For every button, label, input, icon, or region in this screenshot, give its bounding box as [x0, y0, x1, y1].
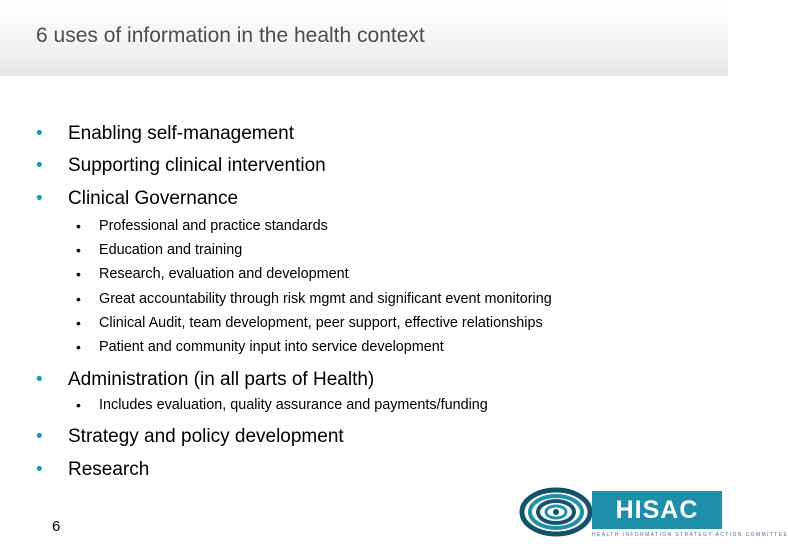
sub-bullet-text: Education and training	[99, 242, 243, 258]
sub-bullet-icon: •	[76, 242, 81, 258]
sub-bullet-icon: •	[76, 218, 81, 234]
bullet-text: Clinical Governance	[68, 188, 239, 209]
logo-tagline: HEALTH INFORMATION STRATEGY ACTION COMMITTEE	[592, 532, 788, 538]
sub-bullet-icon: •	[76, 266, 81, 282]
logo-wordmark-box	[592, 491, 722, 529]
bullet-text: Research	[68, 459, 150, 480]
title-divider	[0, 74, 728, 76]
bullet-text: Enabling self-management	[68, 123, 295, 144]
bullet-text: Administration (in all parts of Health)	[68, 369, 375, 390]
bullet-icon: •	[36, 426, 43, 447]
logo-wordmark: HISAC	[615, 496, 699, 524]
sub-bullet-text: Great accountability through risk mgmt and significant event monitoring	[99, 291, 552, 307]
bullet-icon: •	[36, 188, 43, 209]
hisac-logo	[518, 486, 788, 542]
bullet-icon: •	[36, 369, 43, 390]
slide-title: 6 uses of information in the health context	[36, 24, 425, 47]
sub-bullet-icon: •	[76, 397, 81, 413]
bullet-text: Supporting clinical intervention	[68, 155, 326, 176]
slide-number: 6	[52, 518, 61, 535]
sub-bullet-text: Patient and community input into service development	[99, 339, 444, 355]
sub-bullet-icon: •	[76, 339, 81, 355]
title-bar	[0, 0, 728, 76]
sub-bullet-text: Includes evaluation, quality assurance and payments/funding	[99, 397, 488, 413]
bullet-icon: •	[36, 155, 43, 176]
swirl-logo-icon	[518, 486, 592, 542]
sub-bullet-icon: •	[76, 315, 81, 331]
bullet-icon: •	[36, 459, 43, 480]
sub-bullet-text: Research, evaluation and development	[99, 266, 349, 282]
sub-bullet-text: Professional and practice standards	[99, 218, 328, 234]
bullet-text: Strategy and policy development	[68, 426, 344, 447]
sub-bullet-icon: •	[76, 291, 81, 307]
bullet-icon: •	[36, 123, 43, 144]
sub-bullet-text: Clinical Audit, team development, peer support, effective relationships	[99, 315, 543, 331]
